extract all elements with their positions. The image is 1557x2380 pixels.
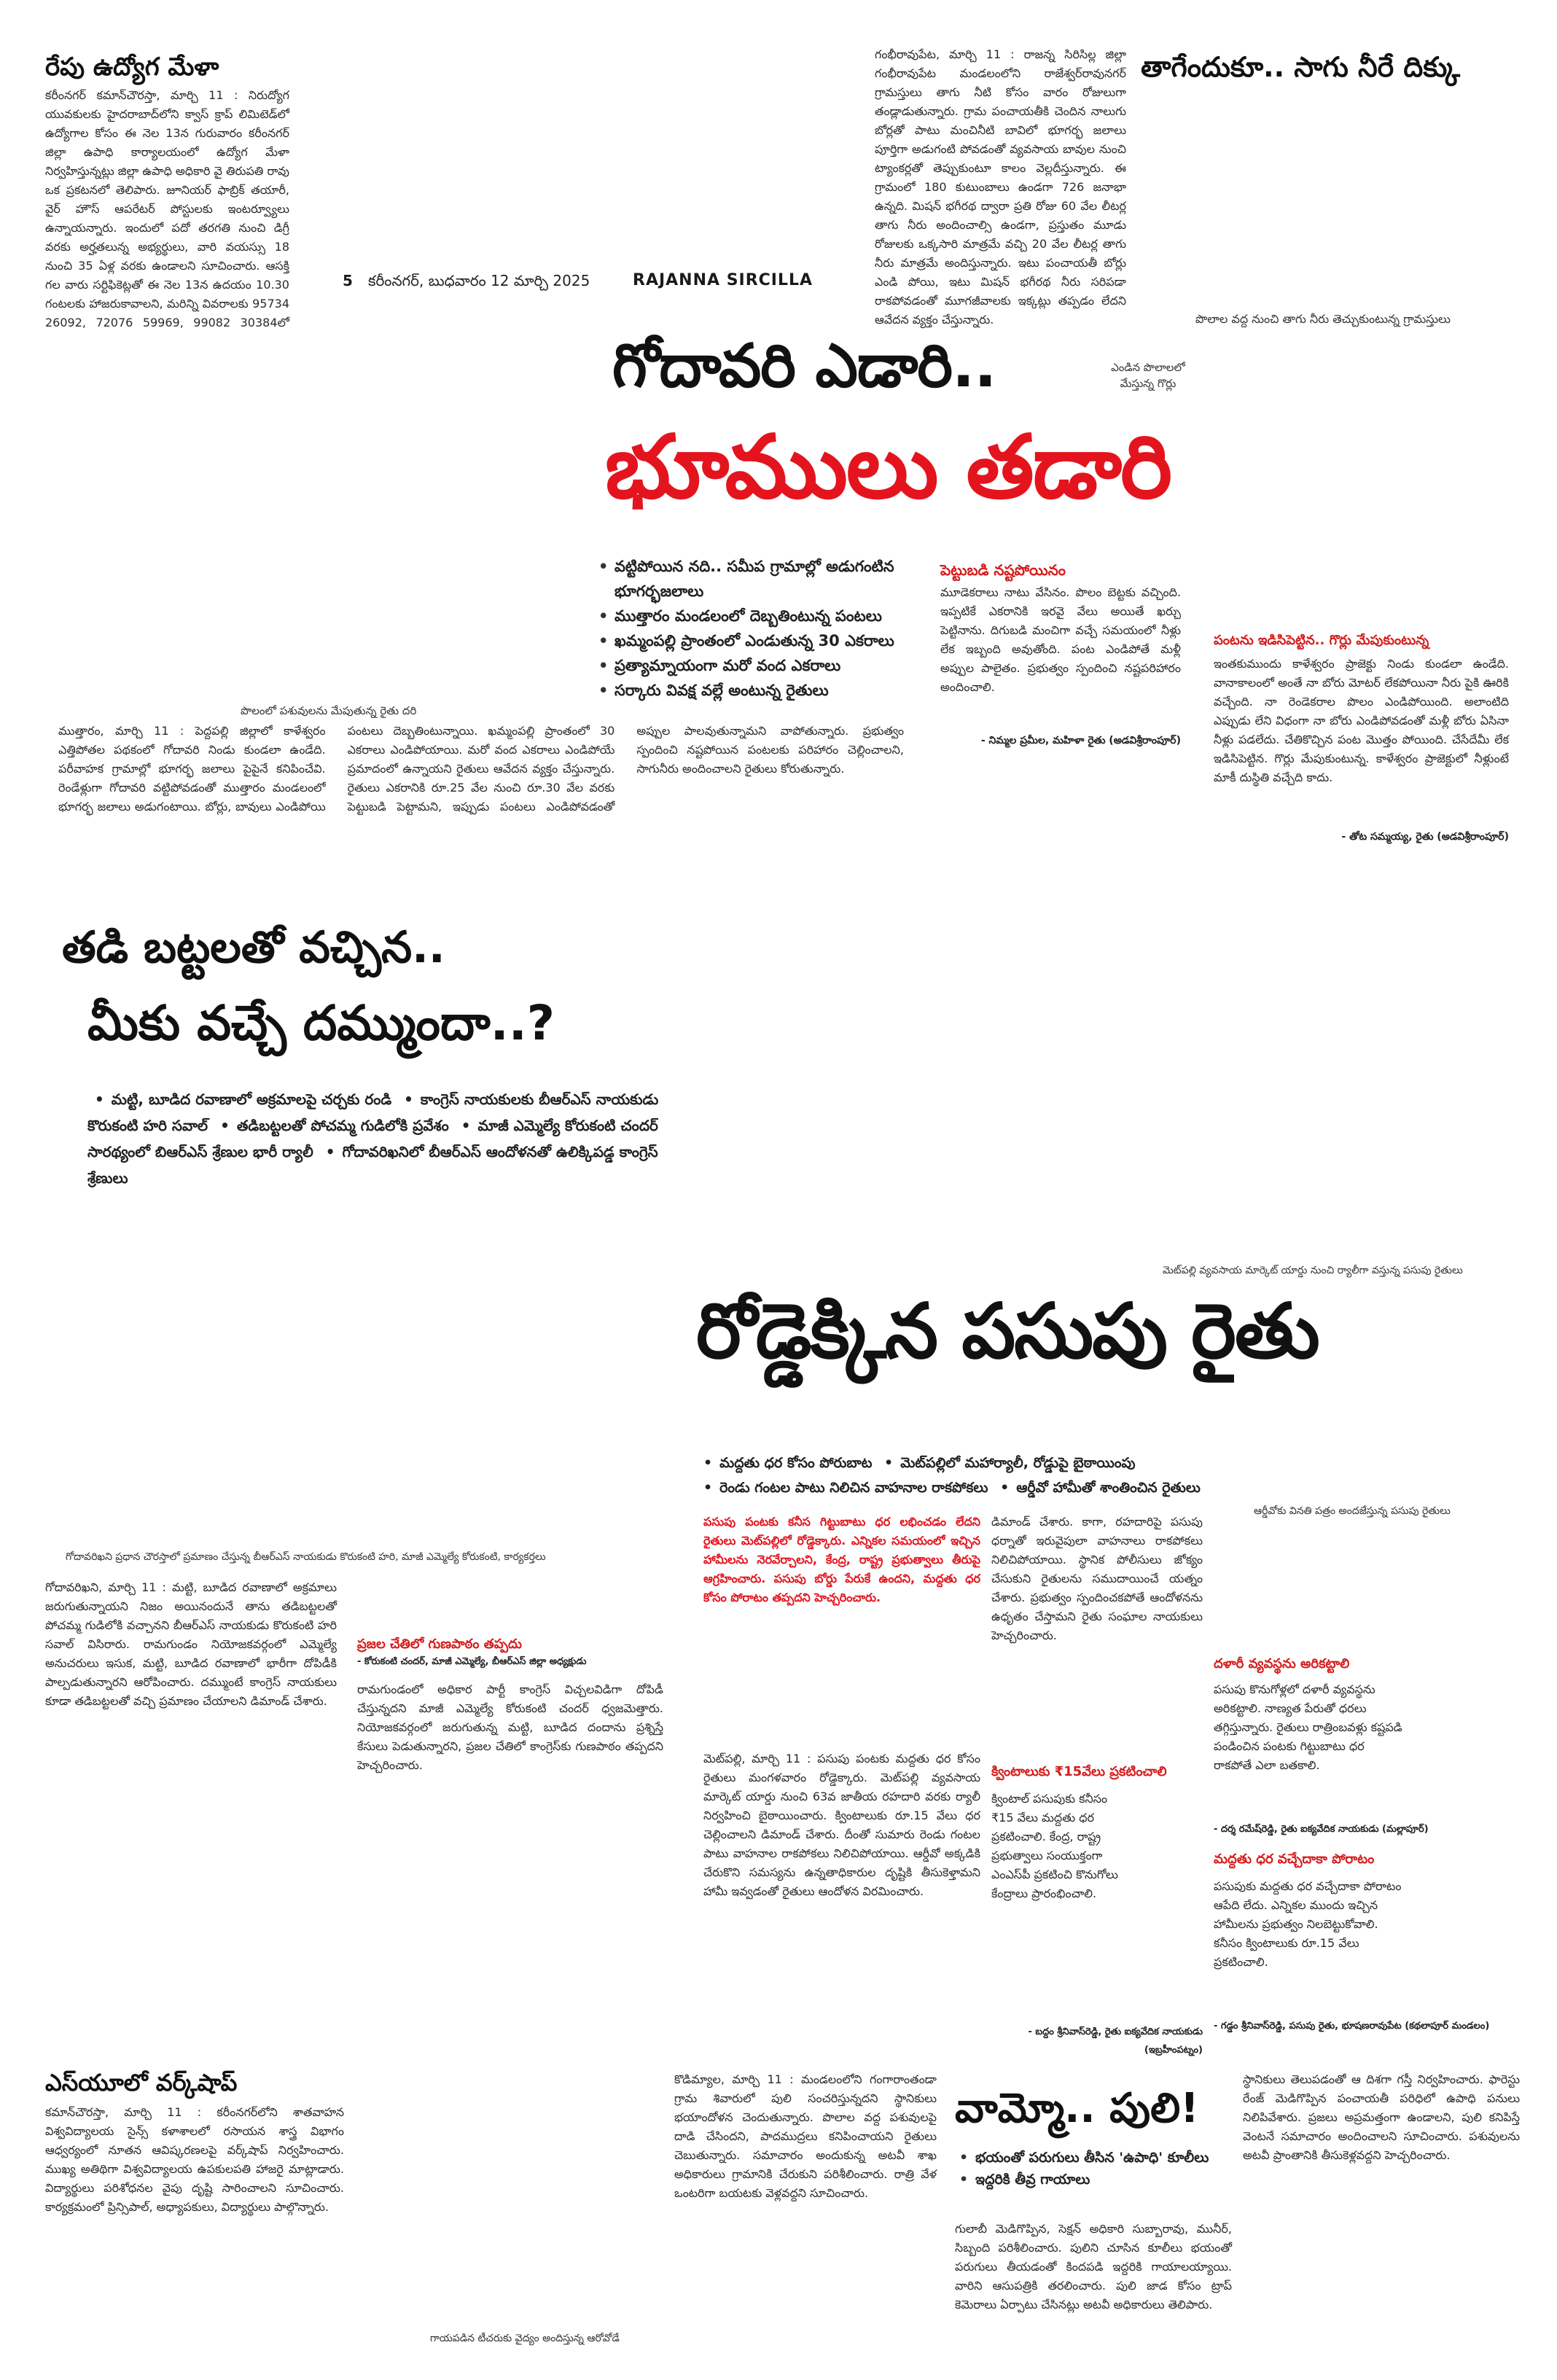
water-photo [1141, 102, 1520, 306]
turmeric-side-photo-2 [1414, 1881, 1516, 2005]
quote2-byline: - తోట సమ్మయ్య, రైతు (అడవిశ్రీరాంపూర్) [1341, 831, 1509, 843]
turmeric-side-photo [1214, 1523, 1520, 1640]
job-mela-text: కరీంనగర్ కమాన్‌చౌరస్తా, మార్చి 11 : నిరుద్యోగ యువకులకు హైదరాబాద్‌లోని క్వాస్ క్రాప్ లిమిటెడ్‌లో ఉద్యోగాల కోసం ఈ నెల 13న గురువారం కరీంనగర్ జిల్లా ఉపాధి కార్యాలయంలో ఉద్యోగ మేళా నిర్వహిస్తున్నట్లు జిల్లా ఉపాధి అధికారి వై తిరుపతి రావు ఒక ప్రకటనలో తెలిపారు. జూనియర్ ఫాబ్రిక్ తయారీ, వైర్ హౌస్ ఆపరేటర్ పోస్టులకు ఇంటర్వ్యూలు ఉన్నాయన్నారు. ఇందులో పదో తరగతి నుంచి డిగ్రీ వరకు అర్హతలున్న అభ్యర్థులు, వారి వయస్సు 18 నుంచి 35 ఏళ్ల వరకు ఉండాలని సూచించారు. ఆసక్తి గల వారు సర్టిఫికెట్లతో ఈ నెల 13న ఉదయం 10.30 గంటలకు హాజరుకావాలని, మరిన్ని వివరాలకు 95734 26092, 72076 59969, 99082 30384లో [45, 88, 289, 329]
brs-bullets: • మట్టి, బూడిద రవాణాలో అక్రమాలపై చర్చకు రండి • కాంగ్రెస్ నాయకులకు బీఆర్‌ఎస్ నాయకుడు కొరుకంటి హరి సవాల్ • తడిబట్టలతో పోచమ్మ గుడిలోకి ప్రవేశం • మాజీ ఎమ్మెల్యే కోరుకంటి చందర్ సారథ్యంలో బిఆర్‌ఎస్ శ్రేణుల భారీ ర్యాలీ • గోదావరిఖనిలో బీఆర్‌ఎస్ ఆందోళనతో ఉలిక్కిపడ్డ కాంగ్రెస్ శ్రేణులు [87, 1090, 659, 1187]
quote1-title: పెట్టుబడి నష్టపోయినం [940, 561, 1066, 579]
tiger-left-text: కొడిమ్యాల, మార్చి 11 : మండలంలోని గంగారాంతండా గ్రామ శివారులో పులి సంచరిస్తున్నదని స్థానికులు భయాందోళన చెందుతున్నారు. పొలాల వద్ద పశువులపై దాడి చేసిందని, పాదముద్రలు కనిపించాయని రైతులు చెబుతున్నారు. సమాచారం అందుకున్న అటవీ శాఖ అధికారులు గ్రామానికి చేరుకుని పరిశీలించారు. రాత్రి వేళ ఒంటరిగా బయటకు వెళ్లవద్దని సూచించారు. [674, 2072, 937, 2200]
brs-bullet: మట్టి, బూడిద రవాణాలో అక్రమాలపై చర్చకు రండి [111, 1090, 392, 1108]
su-workshop-title: ఎస్‌యూలో వర్క్‌షాప్ [45, 2069, 238, 2096]
turmeric-red-intro: పసుపు పంటకు కనీస గిట్టుబాటు ధర లభించడం లేదని రైతులు మెట్‌పల్లిలో రోడ్డెక్కారు. ఎన్నికల సమయంలో ఇచ్చిన హామీలను నెరవేర్చాలని, కేంద్ర, రాష్ట్ర ప్రభుత్వాలు తీరుపై ఆగ్రహించారు. పసుపు బోర్డు పేరుకే ఉందని, మద్దతు ధర కోసం పోరాటం తప్పదని హెచ్చరించారు. [703, 1515, 980, 1604]
godavari-headline-2: భూములు తడారి [605, 417, 1171, 518]
turmeric-bullet: మెట్‌పల్లిలో మహార్యాలీ, రోడ్డుపై బైఠాయింపు [900, 1455, 1136, 1471]
brs-bullet: మాజీ ఎమ్మెల్యే కోరుకంటి చందర్ సారథ్యంలో బిఆర్‌ఎస్ శ్రేణుల భారీ ర్యాలీ [87, 1117, 658, 1160]
godavari-bullet: • వట్టిపోయిన నది.. సమీప గ్రామాల్లో అడుగంటిన భూగర్భజలాలు [594, 554, 915, 604]
godavari-photo-caption-left: పొలంలో పశువులను మేపుతున్న రైతు దరి [241, 704, 417, 717]
edition-name: RAJANNA SIRCILLA [633, 271, 813, 289]
turmeric-side-red-2: మద్దతు ధర వచ్చేదాకా పోరాటం [1214, 1852, 1375, 1867]
godavari-bullet: • సర్కారు వివక్ష వల్లే అంటున్న రైతులు [594, 678, 915, 703]
turmeric-bullet: మద్దతు ధర కోసం పోరుబాట [719, 1455, 873, 1471]
brs-sub-byline: - కోరుకంటి చందర్, మాజీ ఎమ్మెల్యే, బీఆర్‌ఎస్ జిల్లా అధ్యక్షుడు [357, 1656, 587, 1667]
turmeric-photo [711, 1137, 1520, 1276]
quote2-title: పంటను ఇడిసిపెట్టిన.. గొర్లు మేపుకుంటున్న [1214, 633, 1429, 648]
tiger-headline: వామ్మో.. పులి! [955, 2085, 1199, 2132]
godavari-photo-right [1210, 379, 1516, 620]
turmeric-sub-red: క్వింటాలుకు ₹15వేలు ప్రకటించాలి [991, 1764, 1167, 1779]
tiger-bullet: • ఇద్దరికి తీవ్ర గాయాలు [955, 2169, 1225, 2190]
tiger-bullets [955, 2147, 1225, 2190]
turmeric-bullet: రెండు గంటల పాటు నిలిచిన వాహనాల రాకపోకలు [719, 1480, 988, 1496]
turmeric-sub-byline: - బద్దం శ్రీనివాస్‌రెడ్డి, రైతు ఐక్యవేదిక నాయకుడు [1028, 2026, 1203, 2037]
quote1-text: మూడెకరాలు నాటు వేసినం. పొలం బెట్టకు వచ్చింది. ఇప్పటికే ఎకరానికి ఇరవై వేలు అయితే ఖర్చు పెట్టినాను. దిగుబడి మంచిగా వచ్చే సమయంలో నీళ్లు లేక ఇబ్బంది అవుతోంది. పంట ఎండిపోతే మళ్లీ అప్పుల పాలైతం. ప్రభుత్వం స్పందించి నష్టపరిహారం అందించాలి. [940, 585, 1181, 694]
godavari-photo-left [45, 332, 570, 700]
brs-headline-1: తడి బట్టలతో వచ్చిన.. [62, 922, 445, 973]
turmeric-side-caption: ఆర్డీవోకు వినతి పత్రం అందజేస్తున్న పసుపు రైతులు [1254, 1505, 1451, 1517]
turmeric-side-red-1: దళారీ వ్యవస్థను అరికట్టాలి [1214, 1656, 1350, 1671]
tiger-right-text: స్థానికులు తెలుపడంతో ఆ దిశగా గస్తీ నిర్వహించారు. ఫారెస్టు రేంజ్ మెడిగొప్పిన పంచాయతీ పరిధిలో ఉపాధి పనులు నిలిపివేశారు. ప్రజలు అప్రమత్తంగా ఉండాలని, పులి కనిపిస్తే వెంటనే సమాచారం అందించాలని సూచించారు. పశువులను అటవీ ప్రాంతానికి తీసుకెళ్లవద్దని హెచ్చరించారు. [1243, 2072, 1520, 2162]
brs-photo-caption: గోదావరిఖని ప్రధాన చౌరస్తాలో ప్రమాణం చేస్తున్న బీఆర్‌ఎస్ నాయకుడు కొరుకంటి హరి, మాజీ ఎమ్మెల్యే కోరుకంటి, కార్యకర్తలు [66, 1551, 546, 1563]
brs-sub-red: ప్రజల చేతిలో గుణపాఠం తప్పదు [357, 1636, 522, 1652]
turmeric-bullets: • మద్దతు ధర కోసం పోరుబాట • మెట్‌పల్లిలో మహార్యాలీ, రోడ్డుపై బైఠాయింపు • రెండు గంటల పాటు నిలిచిన వాహనాల రాకపోకలు • ఆర్డీవో హామీతో శాంతించిన రైతులు [703, 1455, 1201, 1496]
tiger-mid-text: గులాబీ మెడిగొప్పిన, సెక్షన్ అధికారి సుబ్బారావు, మునీర్, సిబ్బంది పరిశీలించారు. పులిని చూసిన కూలీలు భయంతో పరుగులు తీయడంతో కిందపడి ఇద్దరికి గాయాలయ్యాయి. వారిని ఆసుపత్రికి తరలించారు. పులి జాడ కోసం ట్రాప్ కెమెరాలు ఏర్పాటు చేసినట్లు అటవీ అధికారులు తెలిపారు. [955, 2222, 1232, 2311]
quote1-byline: - నిమ్మల ప్రమీల, మహిళా రైతు (అడవిశ్రీరాంపూర్) [980, 735, 1181, 746]
turmeric-body: మెట్‌పల్లి, మార్చి 11 : పసుపు పంటకు మద్దతు ధర కోసం రైతులు మంగళవారం రోడ్డెక్కారు. మెట్‌పల్లి వ్యవసాయ మార్కెట్ యార్డు నుంచి 63వ జాతీయ రహదారి వరకు ర్యాలీ నిర్వహించి బైఠాయించారు. క్వింటాలుకు రూ.15 వేలు ధర చెల్లించాలని డిమాండ్ చేశారు. దీంతో సుమారు రెండు గంటల పాటు వాహనాల రాకపోకలు నిలిచిపోయాయి. ఆర్డీవో అక్కడికి చేరుకొని సమస్యను ఉన్నతాధికారుల దృష్టికి తీసుకెళ్తామని హామీ ఇవ్వడంతో రైతులు ఆందోళన విరమించారు. [703, 1752, 980, 1898]
godavari-headline-1: గోదావరి ఎడారి.. [612, 332, 996, 401]
godavari-bullet: • ఖమ్మంపల్లి ప్రాంతంలో ఎండుతున్న 30 ఎకరాలు [594, 628, 915, 653]
dateline: కరీంనగర్, బుధవారం 12 మార్చి 2025 [368, 272, 590, 289]
water-story-text: గంభీరావుపేట, మార్చి 11 : రాజన్న సిరిసిల్ల జిల్లా గంభీరావుపేట మండలంలోని రాజేశ్వర్‌రావునగర్ గ్రామస్తులు తాగు నీటి కోసం వారం రోజులుగా తండ్లాడుతున్నారు. గ్రామ పంచాయతీకి చెందిన నాలుగు బోర్లతో పాటు మంచినీటి బావిలో భూగర్భ జలాలు పూర్తిగా అడుగంటి పోవడంతో వ్యవసాయ బావుల నుంచి ట్యాంకర్లతో తెప్పుకుంటూ కాలం వెల్లదీస్తున్నారు. ఈ గ్రామంలో 180 కుటుంబాలు ఉండగా 726 జనాభా ఉన్నది. మిషన్ భగీరథ ద్వారా ప్రతి రోజు 60 వేల లీటర్ల తాగు నీరు అందించాల్సి ఉండగా, ప్రస్తుతం మూడు రోజులకు ఒక్కసారి మాత్రమే వచ్చి 20 వేల లీటర్ల తాగు నీరు మాత్రమే అందిస్తున్నారు. ఇటు పంచాయతీ బోర్లు ఎండి పోయి, ఇటు మిషన్ భగీరథ నీరు సరిపడా రాకపోవడంతో మూగజీవాలకు ఇక్కట్లు తప్పడం లేదని ఆవేదన వ్యక్తం చేస్తున్నారు. [875, 47, 1126, 327]
water-story-headline: తాగేందుకూ.. సాగు నీరే దిక్కు [1141, 51, 1460, 83]
turmeric-side-photo-1 [1414, 1684, 1516, 1811]
brs-photo [45, 1195, 687, 1545]
turmeric-side-byline-2: - గడ్డం శ్రీనివాస్‌రెడ్డి, పసుపు రైతు, భూషణరావుపేట (కథలాపూర్ మండలం) [1214, 2021, 1490, 2032]
job-mela-title: రేపు ఉద్యోగ మేళా [45, 52, 219, 82]
water-photo-caption: పొలాల వద్ద నుంచి తాగు నీరు తెచ్చుకుంటున్న గ్రామస్తులు [1195, 312, 1451, 326]
godavari-body: ముత్తారం, మార్చి 11 : పెద్దపల్లి జిల్లాలో కాళేశ్వరం ఎత్తిపోతల పథకంలో గోదావరి నిండు కుండలా ఉండేది. పరీవాహక గ్రామాల్లో భూగర్భ జలాలు పైపైనే కనిపించేవి. రెండేళ్లుగా గోదావరి వట్టిపోవడంతో ముత్తారం మండలంలో భూగర్భ జలాలు అడుగంటాయి. బోర్లు, బావులు ఎండిపోయి పంటలు దెబ్బతింటున్నాయి. ఖమ్మంపల్లి ప్రాంతంలో 30 ఎకరాలు ఎండిపోయాయి. మరో వంద ఎకరాలు ఎండిపోయే ప్రమాదంలో ఉన్నాయని రైతులు ఆవేదన వ్యక్తం చేస్తున్నారు. రైతులు ఎకరానికి రూ.25 వేల నుంచి రూ.30 వేల వరకు పెట్టుబడి పెట్టామని, ఇప్పుడు పంటలు ఎండిపోవడంతో అప్పుల పాలవుతున్నామని వాపోతున్నారు. ప్రభుత్వం స్పందించి నష్టపోయిన పంటలకు పరిహారం చెల్లించాలని, సాగునీరు అందించాలని రైతులు కోరుతున్నారు. [58, 724, 904, 814]
su-workshop-text: కమాన్‌చౌరస్తా, మార్చి 11 : కరీంనగర్‌లోని శాతవాహన విశ్వవిద్యాలయ సైన్స్ కళాశాలలో రసాయన శాస్త్ర విభాగం ఆధ్వర్యంలో నూతన ఆవిష్కరణలపై వర్క్‌షాప్ నిర్వహించారు. ముఖ్య అతిథిగా విశ్వవిద్యాలయ ఉపకులపతి హాజరై మాట్లాడారు. విద్యార్థులు పరిశోధనల వైపు దృష్టి సారించాలని సూచించారు. కార్యక్రమంలో ప్రిన్సిపాల్, అధ్యాపకులు, విద్యార్థులు పాల్గొన్నారు. [45, 2105, 344, 2214]
turmeric-side-byline-1: - దర్శ రమేష్‌రెడ్డి, రైతు ఐక్యవేదిక నాయకుడు (మల్లాపూర్) [1214, 1824, 1429, 1835]
brs-body: గోదావరిఖని, మార్చి 11 : మట్టి, బూడిద రవాణాలో అక్రమాలు జరుగుతున్నాయని నిజం అయినందునే తాను తడిబట్టలతో పోచమ్మ గుడిలోకి వచ్చానని బీఆర్‌ఎస్ నాయకుడు కొరుకంటి హరి సవాల్ విసిరారు. రామగుండం నియోజకవర్గంలో ఎమ్మెల్యే అనుచరులు ఇసుక, మట్టి, బూడిద రవాణాలో భారీగా దోపిడీకి పాల్పడుతున్నారని ఆరోపించారు. దమ్ముంటే కాంగ్రెస్ నాయకులు కూడా తడిబట్టలతో వచ్చి ప్రమాణం చేయాలని డిమాండ్ చేశారు. [45, 1580, 337, 1708]
su-workshop-photo [368, 2074, 660, 2322]
godavari-bullet: • ప్రత్యామ్నాయంగా మరో వంద ఎకరాలు [594, 653, 915, 678]
turmeric-headline: రోడ్డెక్కిన పసుపు రైతు [696, 1287, 1319, 1376]
su-workshop-photo-caption: గాయపడిన టీచరుకు వైద్యం అందిస్తున్న ఆరోవోడే [430, 2333, 620, 2344]
brs-bullet: కాంగ్రెస్ నాయకులకు బీఆర్‌ఎస్ నాయకుడు కొరుకంటి హరి సవాల్ [87, 1090, 659, 1134]
turmeric-body-mid: డిమాండ్ చేశారు. కాగా, రహదారిపై పసుపు ధర్నాతో ఇరువైపులా వాహనాలు రాకపోకలు నిలిచిపోయాయి. స్థానిక పోలీసులు జోక్యం చేసుకుని రైతులను సముదాయించే యత్నం చేశారు. ప్రభుత్వం స్పందించకపోతే ఆందోళనను ఉధృతం చేస్తామని రైతు సంఘాల నాయకులు హెచ్చరించారు. [991, 1515, 1203, 1642]
turmeric-side-text-1: పసుపు కొనుగోళ్లలో దళారీ వ్యవస్థను అరికట్టాలి. నాణ్యత పేరుతో ధరలు తగ్గిస్తున్నారు. రైతులు రాత్రింబవళ్లు కష్టపడి పండించిన పంటకు గిట్టుబాటు ధర రాకపోతే ఎలా బతకాలి. [1214, 1682, 1402, 1772]
godavari-bullet: • ముత్తారం మండలంలో దెబ్బతింటున్న పంటలు [594, 604, 915, 628]
turmeric-side-text-2: పసుపుకు మద్దతు ధర వచ్చేదాకా పోరాటం ఆపేది లేదు. ఎన్నికల ముందు ఇచ్చిన హామీలను ప్రభుత్వం నిలబెట్టుకోవాలి. కనీసం క్వింటాలుకు రూ.15 వేలు ప్రకటించాలి. [1214, 1879, 1402, 1969]
turmeric-bullet: ఆర్డీవో హామీతో శాంతించిన రైతులు [1016, 1480, 1201, 1496]
brs-headline-2: మీకు వచ్చే దమ్ముందా..? [87, 995, 555, 1051]
quote2-text: ఇంతకుముందు కాళేశ్వరం ప్రాజెక్టు నిండు కుండలా ఉండేది. వానాకాలంలో అంతే నా బోరు మోటర్ లేకపోయినా నీరు పైకి ఊరికి వచ్చేంది. నా రెండెకరాల పొలం ఎండిపోయింది. అలాంటిది ఎప్పుడు లేని విధంగా నా బోరు ఎండిపోవడంతో మళ్లీ బోరు ఏసినా నీళ్లు పడలేదు. చేతికొచ్చిన పంట మొత్తం పోయింది. చేసేదేమీ లేక ఇడిసిపెట్టిన. గొర్లు మేపుకుంటున్న. కాళేశ్వరం ప్రాజెక్టులో నీళ్లుంటే మాకీ దుస్థితి వచ్చేది కాదు. [1214, 657, 1509, 784]
godavari-photo-caption-top: ఎండిన పొలాలలో మేస్తున్న గొర్లు [1111, 361, 1185, 390]
brs-bullet: గోదావరిఖనిలో బీఆర్‌ఎస్ ఆందోళనతో ఉలిక్కిపడ్డ కాంగ్రెస్ శ్రేణులు [87, 1143, 658, 1187]
turmeric-photo-caption: మెట్‌పల్లి వ్యవసాయ మార్కెట్ యార్డు నుంచి ర్యాలీగా వస్తున్న పసుపు రైతులు [1163, 1265, 1463, 1276]
page-number: 5 [343, 272, 353, 289]
turmeric-farmer-photo [1130, 1790, 1203, 1935]
brs-bullet: తడిబట్టలతో పోచమ్మ గుడిలోకి ప్రవేశం [236, 1117, 449, 1134]
tiger-bullet: • భయంతో పరుగులు తీసిన 'ఉపాధి' కూలీలు [955, 2147, 1225, 2169]
turmeric-sub-text: క్వింటాల్ పసుపుకు కనీసం ₹15 వేలు మద్దతు ధర ప్రకటించాలి. కేంద్ర, రాష్ట్ర ప్రభుత్వాలు సంయుక్తంగా ఎంఎస్‌పీ ప్రకటించి కొనుగోలు కేంద్రాలు ప్రారంభించాలి. [991, 1792, 1118, 1900]
godavari-bullets [594, 554, 915, 703]
turmeric-sub-byline-2: (ఇబ్రహీంపట్నం) [1144, 2045, 1203, 2056]
brs-body-2: రామగుండంలో అధికార పార్టీ కాంగ్రెస్ విచ్చలవిడిగా దోపిడీ చేస్తున్నదని మాజీ ఎమ్మెల్యే కోరుకంటి చందర్ ధ్వజమెత్తారు. నియోజకవర్గంలో జరుగుతున్న మట్టి, బూడిద దందాను ప్రశ్నిస్తే కేసులు పెడుతున్నారని, ప్రజల చేతిలో కాంగ్రెస్‌కు గుణపాఠం తప్పదని హెచ్చరించారు. [357, 1682, 663, 1772]
